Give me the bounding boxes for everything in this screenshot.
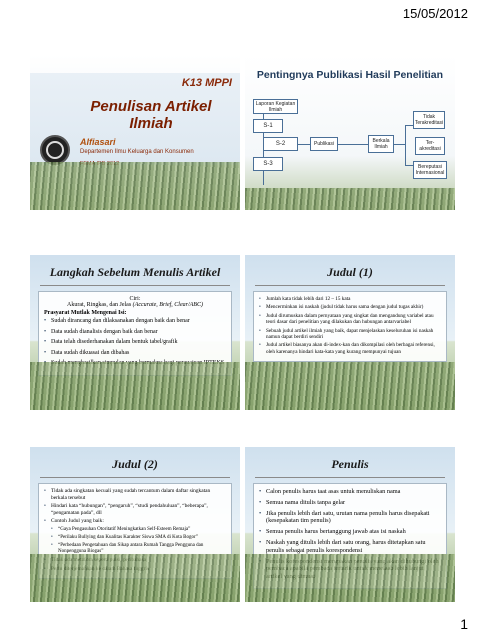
slide-langkah	[30, 255, 240, 410]
slide-heading: Pentingnya Publikasi Hasil Penelitian	[256, 69, 444, 81]
list-item: • Sebuah judul artikel ilmiah yang baik, dapat menjelaskan keseluruhan isi naskah namun dapat berdiri sendiri	[259, 328, 441, 341]
slide-penulis	[245, 447, 455, 602]
box-tidak-terakreditasi: Tidak Terakreditasi	[413, 111, 445, 129]
course-code: K13 MPPI	[181, 77, 232, 89]
slide-heading: Penulis	[331, 457, 369, 471]
cornfield-image	[30, 362, 240, 410]
slide-publikasi-diagram	[245, 55, 455, 210]
bullet-list	[259, 296, 441, 355]
title-line-2: Ilmiah	[129, 115, 173, 132]
author-name: Alfiasari	[80, 137, 116, 147]
list-item: • Data sudah dikuasai dan dibahas	[44, 350, 226, 358]
prasyarat-heading: Prasyarat Mutlak Mengenai Isi:	[44, 310, 127, 316]
department-name: Departemen Ilmu Keluarga dan Konsumen	[80, 149, 194, 155]
slide-judul-2	[30, 447, 240, 602]
slide-heading: Langkah Sebelum Menulis Artikel	[49, 265, 221, 279]
list-item: • Naskah yang ditulis lebih dari satu orang, harus ditetapkan satu penulis sebagai penulis korespondensi	[259, 539, 441, 555]
slide-heading: Judul (1)	[327, 265, 373, 279]
list-item: • “Perilaku Bullying dan Kualitas Karakter Siswa SMA di Kota Bogor”	[44, 535, 226, 541]
list-item: • “Gaya Pengasuhan Otoritatif Meningkatkan Self-Esteem Remaja”	[44, 527, 226, 533]
box-laporan-kegiatan: Laporan Kegiatan Ilmiah	[253, 99, 298, 114]
box-bereputasi-internasional: Bereputasi Internasional	[413, 161, 447, 179]
content-panel	[253, 291, 447, 362]
list-item: • Mencerminkan isi naskah (judul tidak harus sama dengan judul tugas akhir)	[259, 304, 441, 310]
list-item: • Data sudah dianalisis dengan baik dan benar	[44, 329, 226, 337]
ciri-text: Akurat, Ringkas, dan Jelas (Accurate, Brief, Clear/ABC)	[67, 302, 203, 308]
list-item: • Calon penulis harus taat asas untuk menuliskan nama	[259, 488, 441, 496]
list-item: • Hindari kata “hubungan”, “pengaruh”, “studi pendahuluan”, “beberapa”, “pengamatan pada”, dll	[44, 503, 226, 516]
page-number: 1	[460, 616, 468, 632]
list-item: • Judul dirumuskan dalam pernyataan yang singkat dan mengandung variabel atau teori dasar dari penelitian yang dilakukan dan hubungan antarvariabel	[259, 313, 441, 326]
box-s3: S-3	[253, 157, 283, 171]
title-line-1: Penulisan Artikel	[90, 98, 212, 115]
cornfield-image	[245, 188, 455, 210]
bullet-list	[44, 318, 226, 368]
box-berkala-ilmiah: Berkala Ilmiah	[368, 135, 394, 153]
university-logo-icon	[40, 135, 70, 165]
list-item: • Jika penulis lebih dari satu, urutan nama penulis harus disepakati (kesepakatan tim penulis)	[259, 510, 441, 526]
list-item: • Data telah disederhanakan dalam bentuk tabel/grafik	[44, 339, 226, 347]
list-item: • “Perbedaan Pengetahuan dan Sikap antara Rumah Tangga Pengguna dan Nonpengguna Biogas”	[44, 543, 226, 555]
ciri-heading: Ciri:	[129, 296, 141, 302]
slide-judul-1	[245, 255, 455, 410]
list-item: • Semua penulis harus bertanggung jawab atas isi naskah	[259, 528, 441, 536]
box-s1: S-1	[253, 119, 283, 133]
list-item: • Semua nama ditulis tanpa gelar	[259, 499, 441, 507]
list-item: • Contoh Judul yang baik:	[44, 518, 226, 525]
page-date: 15/05/2012	[402, 6, 468, 21]
box-publikasi: Publikasi	[310, 137, 338, 151]
list-item: • Sudah dirancang dan dilaksanakan dengan baik dan benar	[44, 318, 226, 326]
cornfield-image	[245, 362, 455, 410]
slide-heading: Judul (2)	[112, 457, 158, 471]
slide-title-page	[30, 55, 240, 210]
cornfield-image	[245, 554, 455, 602]
box-s2: S-2	[263, 137, 298, 151]
cornfield-image	[30, 162, 240, 210]
presentation-title	[76, 98, 226, 132]
list-item: • Judul artikel biasanya akan di-index-kan dan dikompilasi oleh berbagai referensi, oleh karenanya hindari kata-kata yang kurang mempunyai tujuan	[259, 342, 441, 355]
cornfield-image	[30, 554, 240, 602]
list-item: • Tidak ada singkatan kecuali yang sudah tercantum dalam daftar singkatan berkala tersebut	[44, 488, 226, 501]
list-item: • Jumlah kata tidak lebih dari 12 – 15 kata	[259, 296, 441, 302]
box-terakreditasi: Ter-akreditasi	[415, 137, 445, 155]
